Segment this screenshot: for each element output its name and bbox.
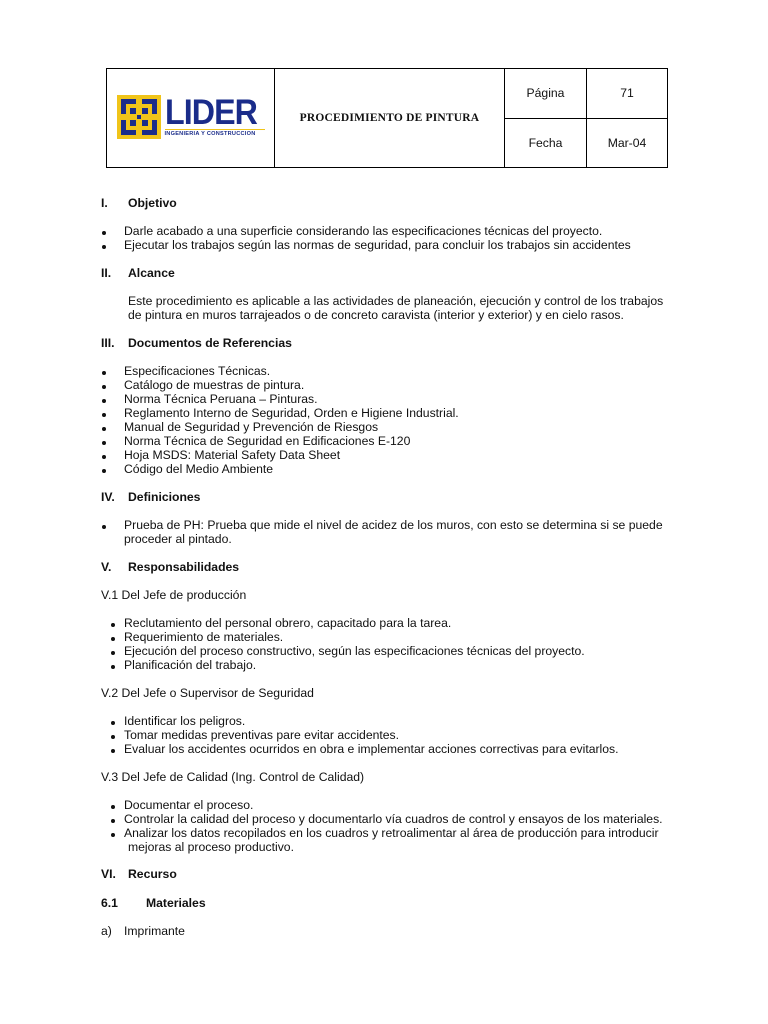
document-title: PROCEDIMIENTO DE PINTURA — [275, 69, 505, 168]
list-item: Código del Medio Ambiente — [124, 462, 274, 476]
subsection-title: V.1 Del Jefe de producción — [101, 588, 247, 602]
bullet-icon — [111, 721, 115, 725]
logo-wordmark: LIDER — [164, 92, 257, 132]
list-item: Reglamento Interno de Seguridad, Orden e Higiene Industrial. — [124, 406, 459, 420]
section-5-number: V. — [101, 560, 112, 574]
subsection-6-1-number: 6.1 — [101, 896, 118, 910]
date-value: Mar-04 — [587, 118, 668, 168]
lider-emblem-icon — [117, 95, 161, 139]
subsection-6-1-title: Materiales — [146, 896, 206, 910]
bullet-icon — [111, 819, 115, 823]
list-item: Especificaciones Técnicas. — [124, 364, 271, 378]
document-header-table — [106, 68, 668, 168]
bullet-icon — [111, 735, 115, 739]
section-3-title: Documentos de Referencias — [128, 336, 292, 350]
list-item: Documentar el proceso. — [124, 798, 254, 812]
list-item: Hoja MSDS: Material Safety Data Sheet — [124, 448, 341, 462]
bullet-icon — [111, 833, 115, 837]
bullet-icon — [102, 427, 106, 431]
list-item: Controlar la calidad del proceso y documentarlo vía cuadros de control y ensayos de los materiales. — [124, 812, 663, 826]
section-1-number: I. — [101, 196, 108, 210]
list-item: Planificación del trabajo. — [124, 658, 257, 672]
date-label: Fecha — [505, 118, 587, 168]
subsection-title: V.3 Del Jefe de Calidad (Ing. Control de Calidad) — [101, 770, 365, 784]
list-item: Manual de Seguridad y Prevención de Riesgos — [124, 420, 379, 434]
bullet-icon — [111, 749, 115, 753]
paragraph-line: de pintura en muros tarrajeados o de concreto caravista (interior y exterior) y en cielo rasos. — [128, 308, 624, 322]
paragraph-line: Este procedimiento es aplicable a las actividades de planeación, ejecución y control de los trabajos — [128, 294, 664, 308]
section-5-title: Responsabilidades — [128, 560, 240, 574]
list-item: Requerimiento de materiales. — [124, 630, 284, 644]
bullet-icon — [102, 525, 106, 529]
logo-cell — [107, 69, 275, 168]
item-a-label: a) — [101, 924, 112, 938]
bullet-icon — [102, 469, 106, 473]
list-item: Catálogo de muestras de pintura. — [124, 378, 305, 392]
paragraph-line: Prueba de PH: Prueba que mide el nivel de acidez de los muros, con esto se determina si se puede — [124, 518, 663, 532]
bullet-icon — [102, 385, 106, 389]
list-item: Evaluar los accidentes ocurridos en obra e implementar acciones correctivas para evitarlos. — [124, 742, 619, 756]
item-a-text: Imprimante — [124, 924, 185, 938]
bullet-icon — [102, 455, 106, 459]
bullet-icon — [102, 413, 106, 417]
section-4-title: Definiciones — [128, 490, 201, 504]
bullet-icon — [111, 651, 115, 655]
bullet-icon — [102, 399, 106, 403]
section-6-number: VI. — [101, 867, 116, 881]
bullet-icon — [102, 231, 106, 235]
section-1-title: Objetivo — [128, 196, 177, 210]
list-item: Norma Técnica de Seguridad en Edificaciones E-120 — [124, 434, 411, 448]
subsection-title: V.2 Del Jefe o Supervisor de Seguridad — [101, 686, 314, 700]
bullet-icon — [111, 623, 115, 627]
bullet-icon — [111, 665, 115, 669]
list-item: Reclutamiento del personal obrero, capacitado para la tarea. — [124, 616, 452, 630]
section-4-number: IV. — [101, 490, 115, 504]
company-logo — [117, 92, 265, 139]
bullet-icon — [111, 805, 115, 809]
list-item: Ejecutar los trabajos según las normas de seguridad, para concluir los trabajos sin accidentes — [124, 238, 631, 252]
bullet-icon — [102, 245, 106, 249]
page-label: Página — [505, 69, 587, 119]
logo-tagline: INGENIERIA Y CONSTRUCCION — [165, 129, 265, 137]
paragraph-line: proceder al pintado. — [124, 532, 232, 546]
list-item: Ejecución del proceso constructivo, según las especificaciones técnicas del proyecto. — [124, 644, 585, 658]
page-number: 71 — [587, 69, 668, 119]
list-item: Norma Técnica Peruana – Pinturas. — [124, 392, 318, 406]
list-item: Darle acabado a una superficie considerando las especificaciones técnicas del proyecto. — [124, 224, 603, 238]
list-item: Analizar los datos recopilados en los cuadros y retroalimentar al área de producción para introducir — [124, 826, 659, 840]
list-item-continuation: mejoras al proceso productivo. — [128, 840, 294, 854]
bullet-icon — [102, 441, 106, 445]
section-2-number: II. — [101, 266, 112, 280]
section-2-title: Alcance — [128, 266, 175, 280]
bullet-icon — [102, 371, 106, 375]
section-3-number: III. — [101, 336, 115, 350]
bullet-icon — [111, 637, 115, 641]
section-6-title: Recurso — [128, 867, 177, 881]
list-item: Tomar medidas preventivas pare evitar accidentes. — [124, 728, 400, 742]
list-item: Identificar los peligros. — [124, 714, 246, 728]
